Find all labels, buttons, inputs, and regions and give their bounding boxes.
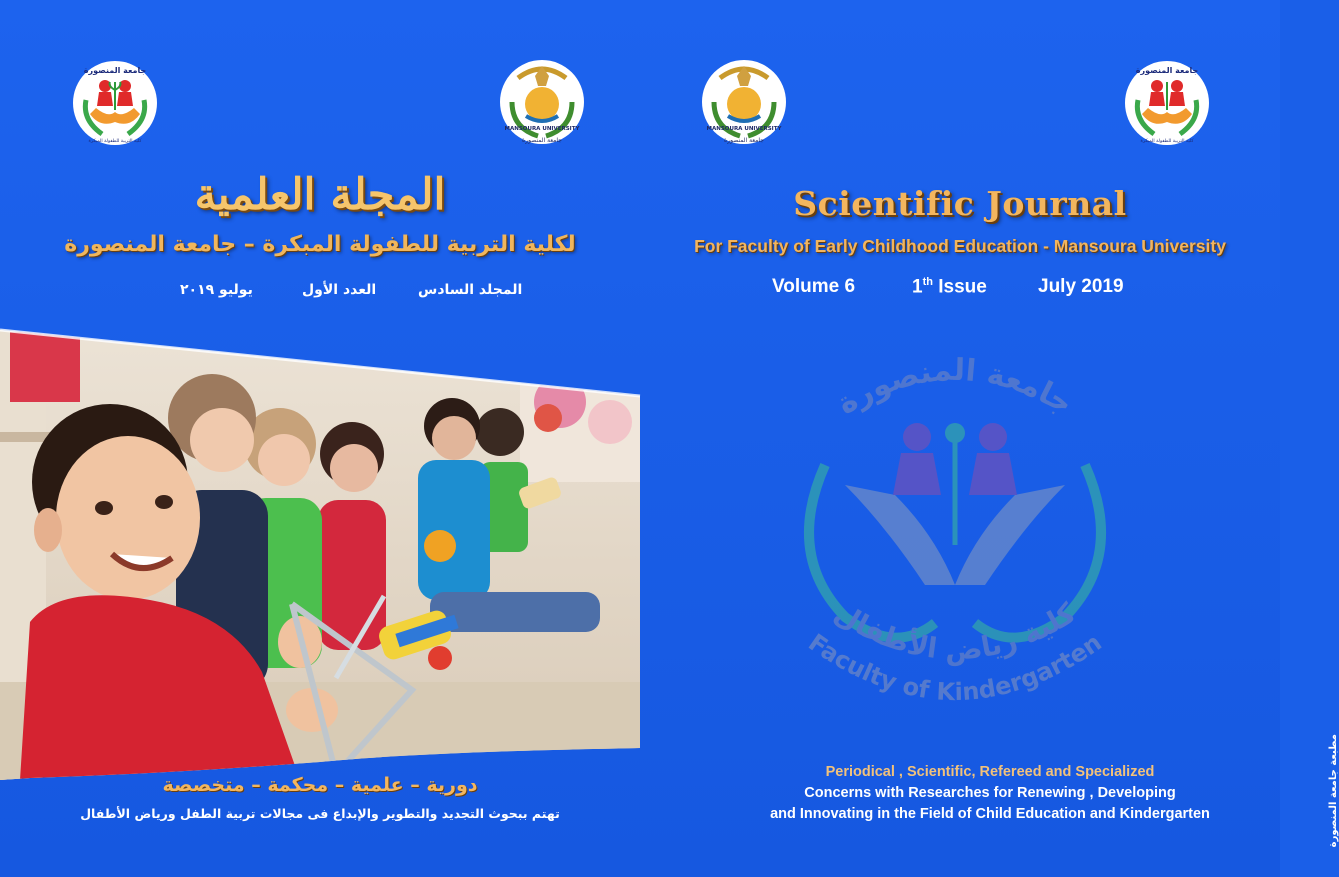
svg-text:جامعة المنصورة [831, 355, 1079, 422]
arabic-issue: العدد الأول [302, 282, 377, 298]
english-date: July 2019 [1038, 276, 1124, 297]
english-footer-line-3: and Innovating in the Field of Child Education and Kindergarten [770, 806, 1210, 822]
university-logo-label: MANSOURA UNIVERSITY [504, 126, 580, 132]
english-cover [640, 0, 1339, 877]
arabic-description: تهتم ببحوث التجديد والتطوير والإبداع فى مجالات تربية الطفل ورياض الأطفال [80, 806, 560, 821]
faculty-logo-arabic-label: جامعة المنصورة [83, 66, 147, 75]
mansoura-university-logo-icon [700, 56, 788, 146]
watermark-arabic-bottom-text: كلية رياض الأطفال [828, 596, 1082, 667]
arabic-date: يوليو ٢٠١٩ [180, 282, 253, 298]
english-volume: Volume 6 [772, 276, 856, 297]
faculty-logo-icon [72, 60, 158, 146]
english-footer-line-1: Periodical , Scientific, Refereed and Specialized [825, 764, 1155, 780]
university-logo-arabic-label: جامعة المنصورة [724, 137, 764, 144]
faculty-of-kindergarten-watermark-icon [785, 355, 1125, 720]
faculty-logo-arabic-bottom-label: كلية التربية للطفولة المبكرة [1140, 139, 1194, 144]
children-music-class-photo [0, 322, 640, 780]
watermark-english-text: Faculty of Kindergarten [803, 628, 1107, 707]
faculty-logo-icon [1124, 60, 1210, 146]
issue-ordinal-suffix: th [922, 276, 933, 288]
arabic-journal-title: المجلة العلمية [194, 170, 446, 220]
university-logo-arabic-label: جامعة المنصورة [522, 137, 562, 144]
arabic-tagline: دورية – علمية – محكمة – متخصصة [162, 774, 478, 796]
faculty-logo-arabic-bottom-label: كلية التربية للطفولة المبكرة [88, 139, 142, 144]
mansoura-university-logo-icon [498, 56, 586, 146]
faculty-logo-arabic-label: جامعة المنصورة [1135, 66, 1199, 75]
watermark-arabic-top-text: جامعة المنصورة [831, 355, 1079, 422]
arabic-volume: المجلد السادس [418, 282, 523, 298]
arabic-cover [0, 0, 640, 877]
issue-number: 1 [912, 276, 923, 298]
issue-word: Issue [932, 276, 987, 298]
university-logo-label: MANSOURA UNIVERSITY [706, 126, 782, 132]
english-journal-title: Scientific Journal [793, 184, 1127, 223]
svg-text:كلية رياض الأطفال [829, 596, 1082, 667]
english-issue [912, 276, 987, 298]
english-footer-line-2: Concerns with Researches for Renewing , Developing [804, 785, 1176, 801]
arabic-journal-subtitle: لكلية التربية للطفولة المبكرة – جامعة المنصورة [64, 232, 576, 257]
printer-spine-text: مطبعة جامعة المنصورة [1328, 734, 1339, 848]
english-journal-subtitle: For Faculty of Early Childhood Education - Mansoura University [694, 236, 1226, 256]
